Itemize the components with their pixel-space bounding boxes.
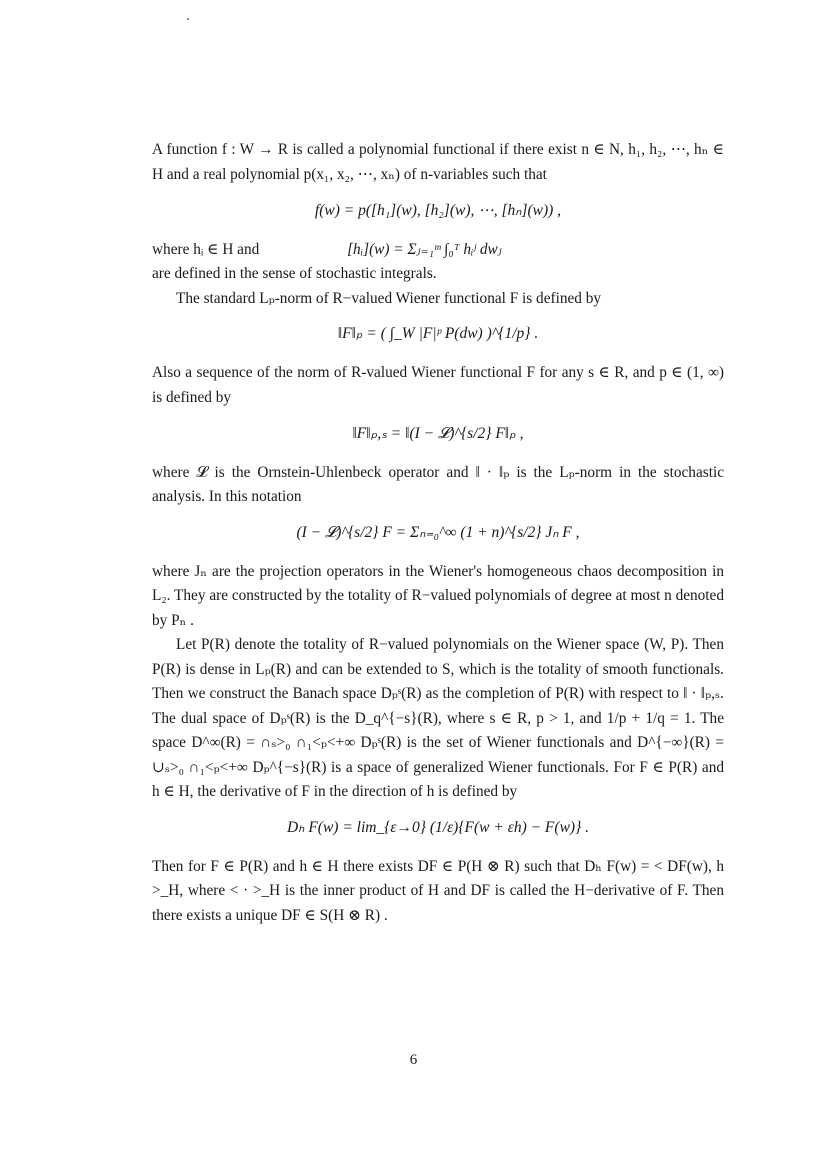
where-h-lead: where hᵢ ∈ H and xyxy=(152,240,260,258)
paragraph-sequence-norm: Also a sequence of the norm of R-valued Wiener functional F for any s ∈ R, and p ∈ (1, ∞) is defined by xyxy=(152,364,724,406)
paragraph-lp-norm: The standard Lₚ-norm of R−valued Wiener functional F is defined by xyxy=(176,289,602,307)
paragraph-h-derivative: Then for F ∈ P(R) and h ∈ H there exists DF ∈ P(H ⊗ R) such that Dₕ F(w) = < DF(w), h >_H, where < · >_H is the inner product of H and DF is called the H−derivative of F. Then there exists a unique DF ∈ S(H ⊗ R) . xyxy=(152,857,724,924)
page-number: 6 xyxy=(409,1052,418,1068)
equation-directional-derivative: Dₕ F(w) = lim_{ε→0} (1/ε){F(w + εh) − F(w)} . xyxy=(286,818,590,836)
equation-chaos-expansion: (I − 𝓛)^{s/2} F = Σₙ₌₀^∞ (1 + n)^{s/2} Jₙ F , xyxy=(296,523,580,541)
equation-lp-norm: ‖F‖ₚ = ( ∫_W |F|ᵖ P(dw) )^{1/p} . xyxy=(337,325,539,342)
scan-speck xyxy=(187,18,189,20)
page-body xyxy=(152,138,724,928)
paragraph-sobolev-spaces: Let P(R) denote the totality of R−valued polynomials on the Wiener space (W, P). Then P(R) is dense in Lₚ(R) and can be extended to S, which is the totality of smooth functionals. Then we construct the Banach space Dₚˢ(R) as the completion of P(R) with respect to ‖ · ‖ₚ,ₛ. The dual space of Dₚˢ(R) is the D_q^{−s}(R), where s ∈ R, p > 1, and 1/p + 1/q = 1. The space D^∞(R) = ∩ₛ>₀ ∩₁<ₚ<+∞ Dₚˢ(R) is the set of Wiener functionals and D^{−∞}(R) = ∪ₛ>₀ ∩₁<ₚ<+∞ Dₚ^{−s}(R) is a space of generalized Wiener functionals. For F ∈ P(R) and h ∈ H, the derivative of F in the direction of h is defined by xyxy=(152,636,724,800)
paragraph-ornstein-uhlenbeck: where 𝓛 is the Ornstein-Uhlenbeck operator and ‖ · ‖ₚ is the Lₚ-norm in the stochastic analysis. In this notation xyxy=(152,463,724,505)
paragraph-projection-operators: where Jₙ are the projection operators in the Wiener's homogeneous chaos decomposition in L₂. They are constructed by the totality of R−valued polynomials of degree at most n denoted by Pₙ . xyxy=(152,562,724,629)
paragraph-polynomial-functional: A function f : W → R is called a polynomial functional if there exist n ∈ N, h₁, h₂, ⋯, hₙ ∈ H and a real polynomial p(x₁, x₂, ⋯, xₙ) of n-variables such that xyxy=(152,141,724,183)
equation-h-bracket: [hᵢ](w) = Σⱼ₌₁ᵐ ∫₀ᵀ hᵢʲ dwⱼ xyxy=(347,240,502,258)
equation-f-of-w: f(w) = p([h₁](w), [h₂](w), ⋯, [hₙ](w)) , xyxy=(314,202,562,219)
paragraph-stochastic-integrals: are defined in the sense of stochastic integrals. xyxy=(152,265,437,282)
equation-ps-norm: ‖F‖ₚ,ₛ = ‖(I − 𝓛)^{s/2} F‖ₚ , xyxy=(352,425,524,442)
paragraph-where-h xyxy=(152,238,724,263)
